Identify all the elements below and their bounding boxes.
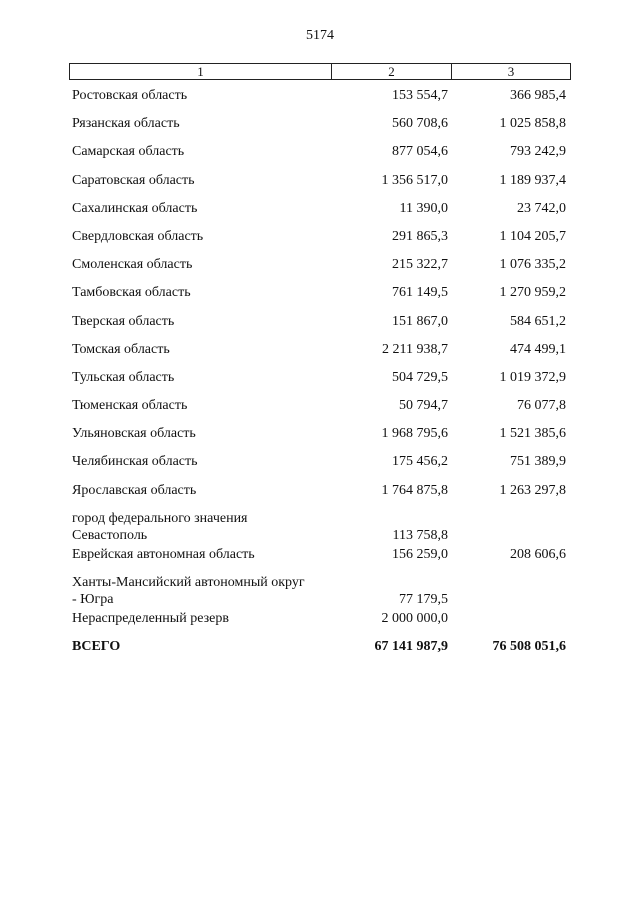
table-row [0,336,640,364]
value-col2: 151 867,0 [392,313,448,329]
value-col3: 1 104 205,7 [499,228,566,244]
table-row [0,448,640,476]
page-number: 5174 [306,28,334,43]
table-row [0,605,640,633]
table-row [0,110,640,138]
value-col2: 2 000 000,0 [381,611,448,626]
value-col3: 474 499,1 [510,341,566,357]
total-label: ВСЕГО [72,639,121,655]
table-row [0,223,640,251]
value-col2: 1 356 517,0 [381,172,448,188]
region-name: Еврейская автономная область [72,546,255,562]
value-col3: 23 742,0 [517,200,566,216]
region-name: Ростовская область [72,88,188,103]
value-col3: 366 985,4 [510,88,566,103]
table-row [0,82,640,110]
value-col3: 751 389,9 [510,454,566,470]
table-row [0,392,640,420]
region-name: город федерального значения Севастополь [72,510,248,543]
value-col3: 208 606,6 [510,546,566,562]
table-row [0,138,640,166]
table-row [0,308,640,336]
value-col3: 584 651,2 [510,313,566,329]
value-col2: 1 968 795,6 [381,426,448,442]
value-col3: 1 019 372,9 [499,369,566,385]
value-col3: 1 263 297,8 [499,482,566,498]
value-col2: 291 865,3 [392,228,448,244]
region-name: Томская область [72,341,170,357]
total-row [0,633,640,661]
table-row [0,167,640,195]
table-row [0,279,640,307]
value-col2: 77 179,5 [399,592,448,607]
region-name: Тюменская область [72,398,188,414]
value-col2: 156 259,0 [392,546,448,562]
value-col3: 793 242,9 [510,144,566,160]
table-row [0,251,640,279]
region-name: Ярославская область [72,482,197,498]
region-name: Нераспределенный резерв [72,611,229,626]
value-col2: 113 758,8 [392,527,448,543]
region-name: Смоленская область [72,257,193,273]
value-col2: 877 054,6 [392,144,448,160]
column-header-3: 3 [452,64,571,80]
value-col3: 1 521 385,6 [499,426,566,442]
total-col3: 76 508 051,6 [492,639,566,655]
table-row [0,477,640,505]
value-col3: 76 077,8 [517,398,566,414]
table-row [0,541,640,569]
table-row [0,420,640,448]
region-name: Ханты-Мансийский автономный округ - Югра [72,575,305,607]
region-name: Тульская область [72,369,175,385]
region-name: Самарская область [72,144,185,160]
region-name: Ульяновская область [72,426,196,442]
region-name: Саратовская область [72,172,195,188]
region-name: Свердловская область [72,228,204,244]
total-col2: 67 141 987,9 [374,639,448,655]
value-col2: 153 554,7 [392,88,448,103]
value-col2: 215 322,7 [392,257,448,273]
table-row [0,195,640,223]
value-col3: 1 270 959,2 [499,285,566,301]
value-col3: 1 025 858,8 [499,116,566,132]
value-col2: 504 729,5 [392,369,448,385]
region-name: Сахалинская область [72,200,198,216]
column-header-table [69,63,571,80]
value-col2: 11 390,0 [399,200,448,216]
column-header-row [70,64,571,80]
table-row [0,505,640,541]
region-name: Тверская область [72,313,175,329]
value-col2: 175 456,2 [392,454,448,470]
table-row [0,569,640,605]
value-col2: 2 211 938,7 [382,341,448,357]
column-header-1: 1 [70,64,332,80]
value-col2: 761 149,5 [392,285,448,301]
table-row [0,364,640,392]
region-name: Тамбовская область [72,285,191,301]
value-col2: 50 794,7 [399,398,448,414]
data-rows [0,82,640,661]
value-col3: 1 076 335,2 [499,257,566,273]
value-col2: 560 708,6 [392,116,448,132]
value-col3: 1 189 937,4 [499,172,566,188]
region-name: Рязанская область [72,116,180,132]
column-header-2: 2 [332,64,452,80]
region-name: Челябинская область [72,454,198,470]
value-col2: 1 764 875,8 [381,482,448,498]
